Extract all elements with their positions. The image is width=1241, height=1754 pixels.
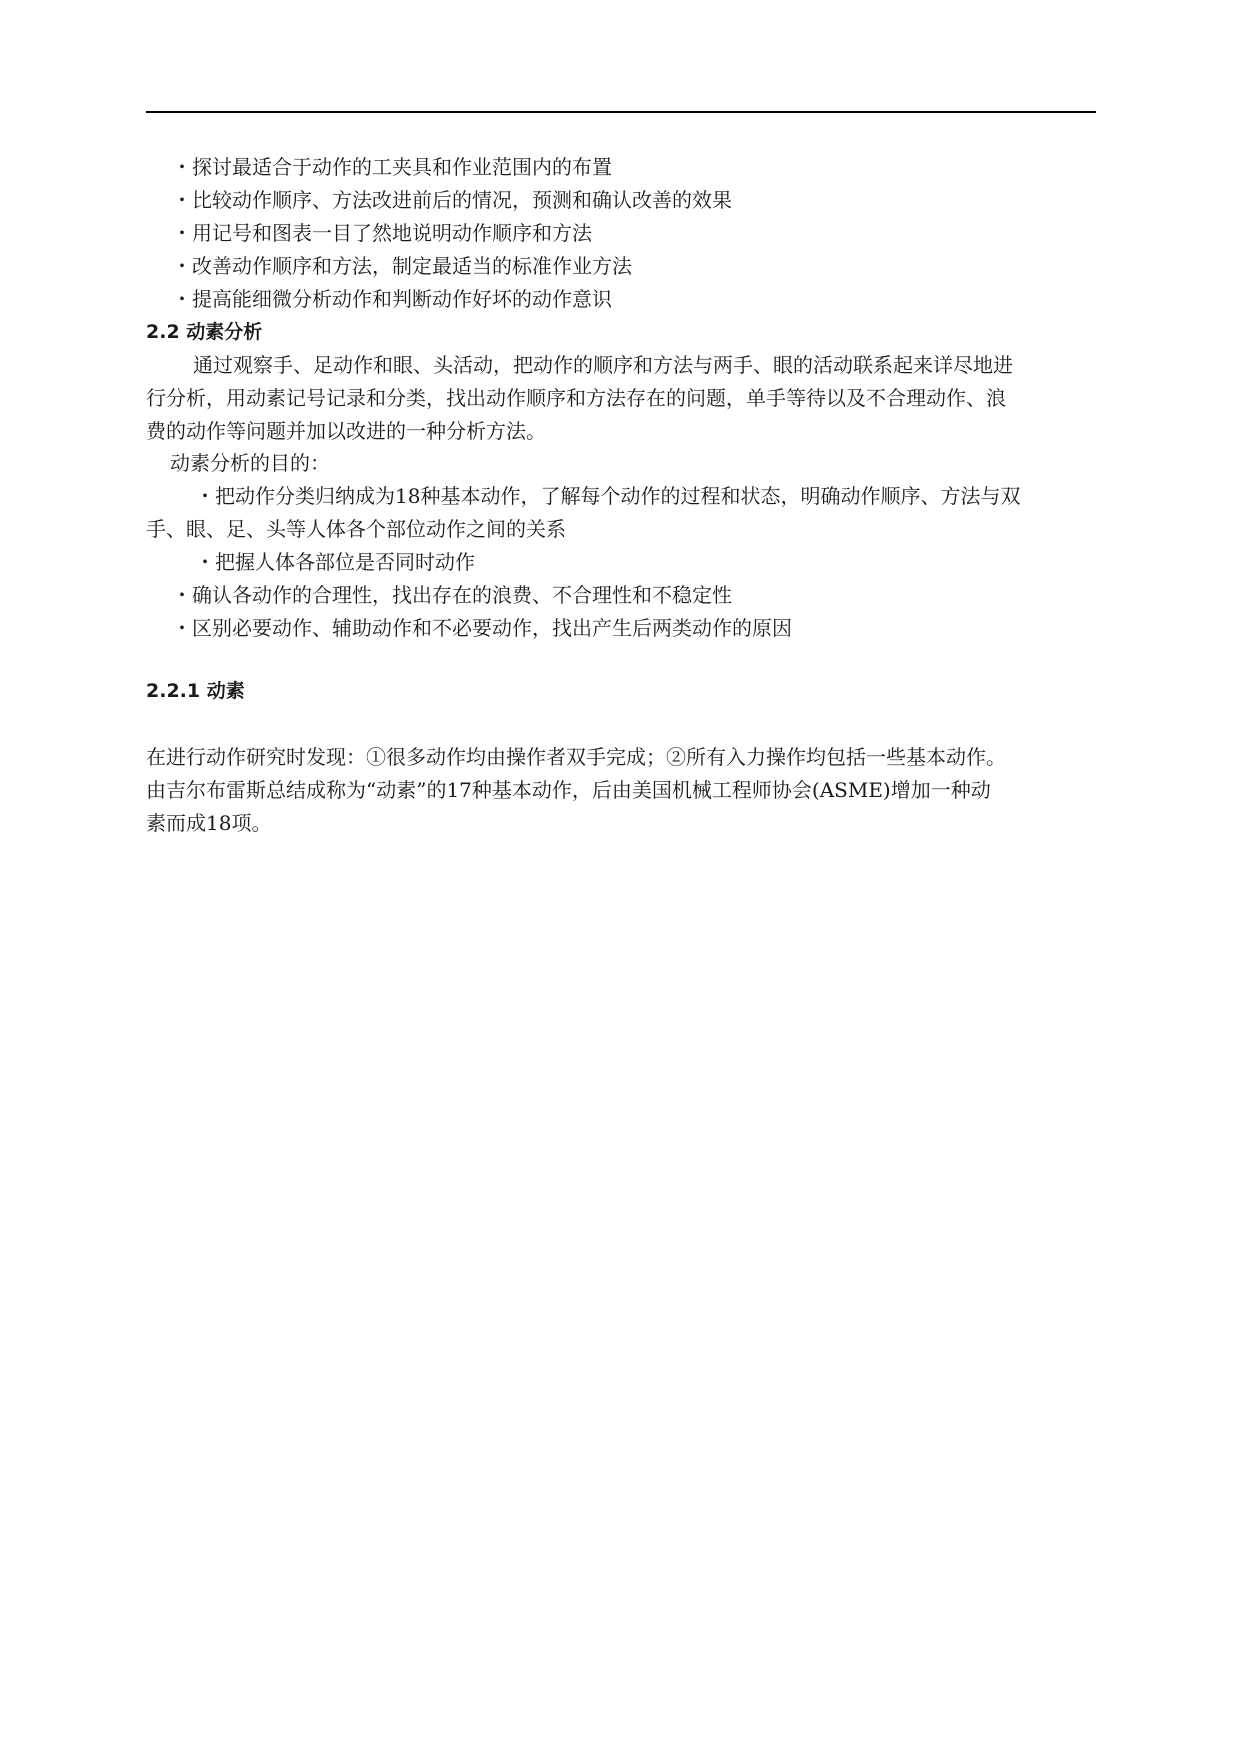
bullet-item: ・用记号和图表一目了然地说明动作顺序和方法 xyxy=(172,221,592,245)
purpose-label: 动素分析的目的： xyxy=(170,451,330,475)
header-rule xyxy=(146,111,1096,113)
purpose-item: ・确认各动作的合理性，找出存在的浪费、不合理性和不稳定性 xyxy=(172,583,732,607)
purpose-item: ・把动作分类归纳成为18种基本动作，了解每个动作的过程和状态，明确动作顺序、方法与双 xyxy=(195,484,1021,508)
paragraph-line: 行分析，用动素记号记录和分类，找出动作顺序和方法存在的问题，单手等待以及不合理动作、浪 xyxy=(146,386,1006,410)
purpose-item-continuation: 手、眼、足、头等人体各个部位动作之间的关系 xyxy=(146,517,566,541)
paragraph-line: 通过观察手、足动作和眼、头活动，把动作的顺序和方法与两手、眼的活动联系起来详尽地进 xyxy=(193,353,1013,377)
purpose-item: ・区别必要动作、辅助动作和不必要动作，找出产生后两类动作的原因 xyxy=(172,616,792,640)
paragraph-line: 在进行动作研究时发现：①很多动作均由操作者双手完成；②所有入力操作均包括一些基本动作。 xyxy=(146,745,1006,769)
bullet-item: ・探讨最适合于动作的工夹具和作业范围内的布置 xyxy=(172,155,612,179)
purpose-item: ・把握人体各部位是否同时动作 xyxy=(195,550,475,574)
paragraph-line: 由吉尔布雷斯总结成称为“动素”的17种基本动作，后由美国机械工程师协会(ASME)增加一种动 xyxy=(146,778,991,802)
paragraph-line: 费的动作等问题并加以改进的一种分析方法。 xyxy=(146,419,546,443)
paragraph-line: 素而成18项。 xyxy=(146,811,272,835)
bullet-item: ・提高能细微分析动作和判断动作好坏的动作意识 xyxy=(172,287,612,311)
bullet-item: ・比较动作顺序、方法改进前后的情况，预测和确认改善的效果 xyxy=(172,188,732,212)
bullet-item: ・改善动作顺序和方法，制定最适当的标准作业方法 xyxy=(172,254,632,278)
section-heading-2-2-1: 2.2.1 动素 xyxy=(146,680,245,702)
section-heading-2-2: 2.2 动素分析 xyxy=(146,321,263,343)
